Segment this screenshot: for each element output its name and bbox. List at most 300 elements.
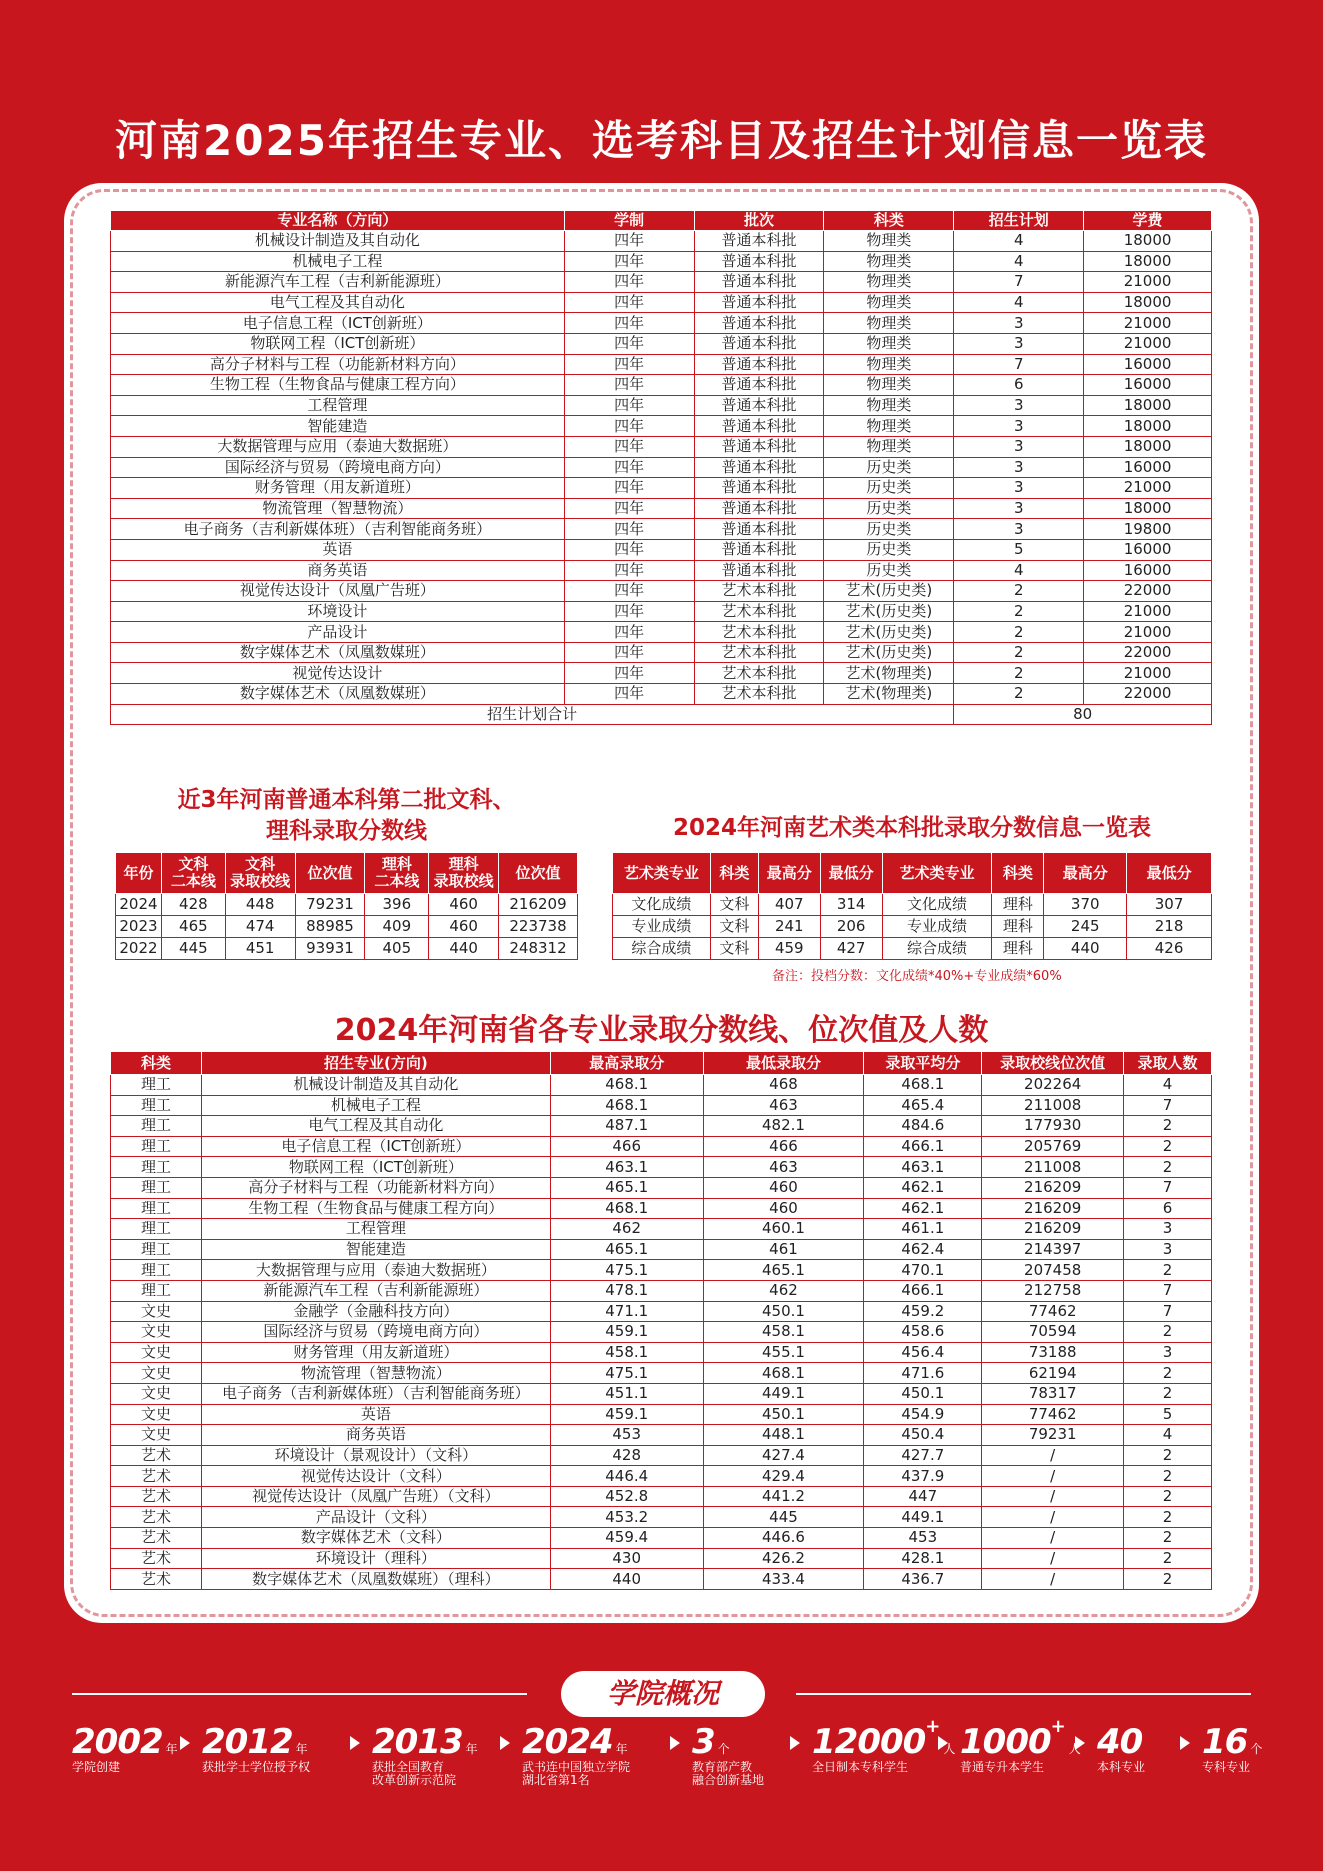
plan-cell: 四年: [564, 519, 694, 540]
plan-total-value: 80: [954, 704, 1212, 725]
art-table: [612, 852, 1212, 960]
plan-cell: 物理类: [824, 333, 954, 354]
scores-title: [115, 785, 578, 847]
major-cell: 468.1: [864, 1075, 982, 1096]
plan-row: [111, 333, 1212, 354]
plan-cell: 艺术本科批: [694, 622, 824, 643]
major-cell: /: [982, 1548, 1124, 1569]
major-row: [111, 1445, 1212, 1466]
stat-number: 40: [1097, 1722, 1143, 1762]
major-cell: 4: [1124, 1425, 1212, 1446]
major-cell: 450.1: [864, 1383, 982, 1404]
major-cell: 205769: [982, 1136, 1124, 1157]
plan-cell: 18000: [1084, 395, 1212, 416]
art-header-row: [613, 853, 1212, 894]
scores-cell: 93931: [295, 938, 365, 960]
major-cell: 455.1: [703, 1342, 864, 1363]
plan-row: [111, 416, 1212, 437]
stat-unit: 人: [1068, 1742, 1081, 1756]
major-cell: 环境设计（景观设计）（文科）: [201, 1445, 550, 1466]
major-cell: 理工: [111, 1280, 202, 1301]
major-cell: 462.4: [864, 1239, 982, 1260]
major-header-cell: 最低录取分: [703, 1052, 864, 1075]
art-cell: 文化成绩: [613, 894, 711, 916]
plan-header-cell: 科类: [824, 211, 954, 231]
major-cell: 环境设计（理科）: [201, 1548, 550, 1569]
plan-cell: 21000: [1084, 663, 1212, 684]
major-cell: 468.1: [550, 1198, 703, 1219]
major-cell: 6: [1124, 1198, 1212, 1219]
major-cell: 大数据管理与应用（泰迪大数据班）: [201, 1260, 550, 1281]
plan-cell: 普通本科批: [694, 416, 824, 437]
plan-cell: 21000: [1084, 272, 1212, 293]
scores-header-cell: 位次值: [499, 853, 578, 894]
plan-cell: 4: [954, 251, 1084, 272]
stat-description: 学院创建: [72, 1760, 121, 1774]
plan-cell: 2: [954, 622, 1084, 643]
major-row: [111, 1548, 1212, 1569]
major-row: [111, 1363, 1212, 1384]
page-title: 河南2025年招生专业、选考科目及招生计划信息一览表: [115, 116, 1208, 165]
plan-cell: 四年: [564, 642, 694, 663]
plan-cell: 艺术(历史类): [824, 581, 954, 602]
major-row: [111, 1528, 1212, 1549]
plan-cell: 普通本科批: [694, 333, 824, 354]
plan-cell: 2: [954, 642, 1084, 663]
art-header-cell: 最低分: [1127, 853, 1212, 894]
plan-cell: 电气工程及其自动化: [111, 292, 565, 313]
plan-cell: 四年: [564, 292, 694, 313]
plan-cell: 21000: [1084, 478, 1212, 499]
stat-description: 改革创新示范院: [372, 1773, 457, 1787]
major-row: [111, 1136, 1212, 1157]
major-cell: 484.6: [864, 1116, 982, 1137]
major-cell: 207458: [982, 1260, 1124, 1281]
scores-cell: 248312: [499, 938, 578, 960]
plan-cell: 四年: [564, 539, 694, 560]
major-cell: 理工: [111, 1075, 202, 1096]
major-cell: 466.1: [864, 1280, 982, 1301]
arrow-right-icon: [670, 1736, 680, 1750]
major-cell: 454.9: [864, 1404, 982, 1425]
stat-plus: +: [925, 1716, 941, 1737]
major-cell: 艺术: [111, 1445, 202, 1466]
major-cell: 450.1: [703, 1301, 864, 1322]
plan-cell: 四年: [564, 416, 694, 437]
plan-cell: 普通本科批: [694, 560, 824, 581]
major-cell: 电子信息工程（ICT创新班）: [201, 1136, 550, 1157]
major-cell: 文史: [111, 1322, 202, 1343]
stat-description: 融合创新基地: [692, 1773, 765, 1787]
major-row: [111, 1177, 1212, 1198]
major-cell: 工程管理: [201, 1219, 550, 1240]
stat-item: [72, 1722, 178, 1775]
major-cell: /: [982, 1466, 1124, 1487]
major-cell: 216209: [982, 1177, 1124, 1198]
major-cell: 177930: [982, 1116, 1124, 1137]
major-row: [111, 1116, 1212, 1137]
art-cell: 440: [1044, 938, 1127, 960]
major-cell: /: [982, 1445, 1124, 1466]
plan-row: [111, 601, 1212, 622]
major-cell: 视觉传达设计（凤凰广告班）（文科）: [201, 1486, 550, 1507]
major-cell: 460.1: [703, 1219, 864, 1240]
major-cell: 466.1: [864, 1136, 982, 1157]
plan-cell: 数字媒体艺术（凤凰数媒班）: [111, 684, 565, 705]
plan-cell: 四年: [564, 581, 694, 602]
major-cell: 2: [1124, 1260, 1212, 1281]
major-cell: 理工: [111, 1116, 202, 1137]
major-cell: 7: [1124, 1095, 1212, 1116]
major-cell: 427.4: [703, 1445, 864, 1466]
plan-cell: 四年: [564, 251, 694, 272]
plan-row: [111, 642, 1212, 663]
plan-cell: 4: [954, 292, 1084, 313]
plan-cell: 产品设计: [111, 622, 565, 643]
stat-description: 教育部产教: [692, 1760, 753, 1774]
major-cell: 艺术: [111, 1466, 202, 1487]
plan-cell: 18000: [1084, 498, 1212, 519]
major-cell: 453: [864, 1528, 982, 1549]
art-cell: 427: [820, 938, 882, 960]
major-cell: 468.1: [703, 1363, 864, 1384]
stat-description: 获批全国教育: [372, 1760, 445, 1774]
plan-row: [111, 436, 1212, 457]
plan-cell: 历史类: [824, 478, 954, 499]
plan-cell: 物理类: [824, 272, 954, 293]
plan-cell: 四年: [564, 313, 694, 334]
plan-cell: 16000: [1084, 539, 1212, 560]
scores-title-line2: 理科录取分数线: [266, 818, 427, 844]
plan-cell: 6: [954, 375, 1084, 396]
major-cell: 465.1: [550, 1239, 703, 1260]
plan-cell: 物理类: [824, 395, 954, 416]
stat-number: 12000: [812, 1722, 926, 1762]
plan-cell: 物理类: [824, 416, 954, 437]
major-cell: 产品设计（文科）: [201, 1507, 550, 1528]
scores-cell: 79231: [295, 894, 365, 916]
major-cell: 482.1: [703, 1116, 864, 1137]
scores-row: [116, 938, 578, 960]
plan-cell: 物流管理（智慧物流）: [111, 498, 565, 519]
plan-cell: 3: [954, 395, 1084, 416]
plan-cell: 四年: [564, 354, 694, 375]
plan-cell: 四年: [564, 272, 694, 293]
major-cell: 460: [703, 1198, 864, 1219]
major-cell: 451.1: [550, 1383, 703, 1404]
major-cell: 447: [864, 1486, 982, 1507]
plan-cell: 3: [954, 498, 1084, 519]
arrow-right-icon: [500, 1736, 510, 1750]
stat-unit: 年: [465, 1742, 478, 1756]
major-cell: 4: [1124, 1075, 1212, 1096]
major-cell: 商务英语: [201, 1425, 550, 1446]
major-cell: 468.1: [550, 1075, 703, 1096]
major-cell: 470.1: [864, 1260, 982, 1281]
major-cell: 62194: [982, 1363, 1124, 1384]
major-row: [111, 1280, 1212, 1301]
art-cell: 407: [758, 894, 820, 916]
stat-number: 16: [1202, 1722, 1248, 1762]
major-cell: 73188: [982, 1342, 1124, 1363]
major-cell: 216209: [982, 1219, 1124, 1240]
plan-cell: 艺术(历史类): [824, 601, 954, 622]
stat-description: 普通专升本学生: [960, 1760, 1045, 1774]
art-header-cell: 艺术类专业: [882, 853, 992, 894]
plan-row: [111, 498, 1212, 519]
major-cell: 理工: [111, 1239, 202, 1260]
plan-row: [111, 272, 1212, 293]
plan-cell: 生物工程（生物食品与健康工程方向）: [111, 375, 565, 396]
plan-cell: 22000: [1084, 581, 1212, 602]
plan-cell: 历史类: [824, 519, 954, 540]
plan-cell: 物理类: [824, 292, 954, 313]
plan-cell: 普通本科批: [694, 539, 824, 560]
plan-cell: 19800: [1084, 519, 1212, 540]
plan-cell: 新能源汽车工程（吉利新能源班）: [111, 272, 565, 293]
major-cell: 468.1: [550, 1095, 703, 1116]
plan-cell: 历史类: [824, 457, 954, 478]
scores-cell: 448: [225, 894, 295, 916]
major-cell: 金融学（金融科技方向）: [201, 1301, 550, 1322]
scores-title-line1: 近3年河南普通本科第二批文科、: [177, 787, 516, 813]
art-title: 2024年河南艺术类本科批录取分数信息一览表: [672, 815, 1151, 841]
major-cell: 文史: [111, 1383, 202, 1404]
plan-cell: 普通本科批: [694, 457, 824, 478]
plan-cell: 18000: [1084, 231, 1212, 252]
scores-body: [116, 894, 578, 960]
major-cell: 理工: [111, 1095, 202, 1116]
stat-description: 专科专业: [1202, 1760, 1251, 1774]
major-cell: /: [982, 1507, 1124, 1528]
art-row: [613, 894, 1212, 916]
stat-number: 2002: [72, 1722, 163, 1762]
major-row: [111, 1239, 1212, 1260]
major-cell: 数字媒体艺术（凤凰数媒班）（理科）: [201, 1569, 550, 1590]
plan-cell: 3: [954, 519, 1084, 540]
major-cell: 459.1: [550, 1404, 703, 1425]
plan-cell: 艺术本科批: [694, 684, 824, 705]
major-cell: 459.2: [864, 1301, 982, 1322]
plan-cell: 四年: [564, 333, 694, 354]
major-cell: 文史: [111, 1363, 202, 1384]
art-cell: 241: [758, 916, 820, 938]
major-cell: 70594: [982, 1322, 1124, 1343]
plan-cell: 物理类: [824, 231, 954, 252]
major-cell: 458.6: [864, 1322, 982, 1343]
major-cell: 428.1: [864, 1548, 982, 1569]
scores-header-cell: 位次值: [295, 853, 365, 894]
major-cell: 449.1: [864, 1507, 982, 1528]
plan-cell: 3: [954, 333, 1084, 354]
major-cell: 436.7: [864, 1569, 982, 1590]
art-row: [613, 916, 1212, 938]
plan-cell: 普通本科批: [694, 292, 824, 313]
major-cell: /: [982, 1528, 1124, 1549]
major-cell: /: [982, 1486, 1124, 1507]
major-cell: 458.1: [550, 1342, 703, 1363]
art-cell: 426: [1127, 938, 1212, 960]
major-table: [110, 1051, 1212, 1590]
stat-description: 武书连中国独立学院: [522, 1760, 631, 1774]
major-cell: 211008: [982, 1157, 1124, 1178]
major-cell: 2: [1124, 1507, 1212, 1528]
plan-header-row: [111, 211, 1212, 231]
art-header-cell: 科类: [710, 853, 758, 894]
scores-cell: 2024: [116, 894, 162, 916]
scores-cell: 465: [161, 916, 225, 938]
major-cell: 文史: [111, 1342, 202, 1363]
stat-item: [692, 1722, 764, 1788]
major-header-cell: 招生专业(方向): [201, 1052, 550, 1075]
plan-cell: 视觉传达设计（凤凰广告班）: [111, 581, 565, 602]
plan-cell: 18000: [1084, 416, 1212, 437]
major-row: [111, 1301, 1212, 1322]
major-cell: 3: [1124, 1239, 1212, 1260]
major-cell: 462.1: [864, 1198, 982, 1219]
plan-cell: 普通本科批: [694, 395, 824, 416]
major-cell: 452.8: [550, 1486, 703, 1507]
art-row: [613, 938, 1212, 960]
major-cell: /: [982, 1569, 1124, 1590]
art-cell: 459: [758, 938, 820, 960]
major-cell: 428: [550, 1445, 703, 1466]
major-cell: 212758: [982, 1280, 1124, 1301]
major-cell: 427.7: [864, 1445, 982, 1466]
stat-unit: 个: [717, 1742, 730, 1756]
stat-unit: 年: [295, 1742, 308, 1756]
plan-cell: 3: [954, 436, 1084, 457]
major-cell: 国际经济与贸易（跨境电商方向）: [201, 1322, 550, 1343]
art-header-cell: 艺术类专业: [613, 853, 711, 894]
major-cell: 77462: [982, 1301, 1124, 1322]
major-cell: 2: [1124, 1445, 1212, 1466]
major-cell: 433.4: [703, 1569, 864, 1590]
major-cell: 462: [550, 1219, 703, 1240]
scores-header-cell: 文科 二本线: [161, 853, 225, 894]
art-cell: 314: [820, 894, 882, 916]
plan-cell: 18000: [1084, 251, 1212, 272]
stat-number: 2024: [522, 1722, 613, 1762]
plan-cell: 机械电子工程: [111, 251, 565, 272]
art-cell: 218: [1127, 916, 1212, 938]
major-cell: 459.4: [550, 1528, 703, 1549]
plan-cell: 艺术(物理类): [824, 663, 954, 684]
art-note: 备注：投档分数：文化成绩*40%+专业成绩*60%: [772, 969, 1062, 984]
plan-cell: 四年: [564, 684, 694, 705]
major-header-cell: 最高录取分: [550, 1052, 703, 1075]
plan-cell: 电子信息工程（ICT创新班）: [111, 313, 565, 334]
arrow-right-icon: [1180, 1736, 1190, 1750]
scores-cell: 445: [161, 938, 225, 960]
stat-item: [960, 1716, 1081, 1775]
plan-cell: 16000: [1084, 457, 1212, 478]
plan-cell: 艺术本科批: [694, 601, 824, 622]
footer-section-label: 学院概况: [561, 1671, 765, 1717]
major-cell: 机械设计制造及其自动化: [201, 1075, 550, 1096]
major-cell: 机械电子工程: [201, 1095, 550, 1116]
plan-cell: 3: [954, 416, 1084, 437]
major-cell: 理工: [111, 1260, 202, 1281]
plan-cell: 16000: [1084, 354, 1212, 375]
major-cell: 463: [703, 1095, 864, 1116]
major-cell: 数字媒体艺术（文科）: [201, 1528, 550, 1549]
stat-description: 全日制本专科学生: [812, 1760, 909, 1774]
major-cell: 453.2: [550, 1507, 703, 1528]
stat-item: [1202, 1722, 1262, 1775]
major-cell: 英语: [201, 1404, 550, 1425]
major-cell: 462: [703, 1280, 864, 1301]
major-cell: 202264: [982, 1075, 1124, 1096]
major-row: [111, 1466, 1212, 1487]
scores-cell: 396: [365, 894, 429, 916]
scores-header-cell: 理科 二本线: [365, 853, 429, 894]
major-title: 2024年河南省各专业录取分数线、位次值及人数: [334, 1013, 989, 1048]
plan-row: [111, 478, 1212, 499]
plan-cell: 财务管理（用友新道班）: [111, 478, 565, 499]
art-cell: 专业成绩: [613, 916, 711, 938]
art-cell: 245: [1044, 916, 1127, 938]
plan-cell: 数字媒体艺术（凤凰数媒班）: [111, 642, 565, 663]
plan-row: [111, 560, 1212, 581]
arrow-right-icon: [1075, 1736, 1085, 1750]
plan-cell: 大数据管理与应用（泰迪大数据班）: [111, 436, 565, 457]
plan-cell: 商务英语: [111, 560, 565, 581]
art-header-cell: 最低分: [820, 853, 882, 894]
stat-item: [812, 1716, 956, 1775]
major-cell: 理工: [111, 1157, 202, 1178]
stat-number: 1000: [960, 1722, 1051, 1762]
plan-cell: 英语: [111, 539, 565, 560]
plan-header-cell: 学费: [1084, 211, 1212, 231]
major-cell: 艺术: [111, 1486, 202, 1507]
scores-cell: 474: [225, 916, 295, 938]
major-cell: 智能建造: [201, 1239, 550, 1260]
major-cell: 461: [703, 1239, 864, 1260]
major-cell: 475.1: [550, 1260, 703, 1281]
major-row: [111, 1383, 1212, 1404]
plan-table: [110, 210, 1212, 725]
arrow-right-icon: [938, 1736, 948, 1750]
scores-cell: 88985: [295, 916, 365, 938]
major-cell: 2: [1124, 1116, 1212, 1137]
major-header-cell: 录取人数: [1124, 1052, 1212, 1075]
major-cell: 2: [1124, 1548, 1212, 1569]
major-cell: 2: [1124, 1322, 1212, 1343]
major-cell: 2: [1124, 1136, 1212, 1157]
scores-row: [116, 894, 578, 916]
plan-cell: 物理类: [824, 375, 954, 396]
major-cell: 78317: [982, 1383, 1124, 1404]
major-cell: 211008: [982, 1095, 1124, 1116]
major-cell: 461.1: [864, 1219, 982, 1240]
scores-cell: 2023: [116, 916, 162, 938]
plan-cell: 22000: [1084, 684, 1212, 705]
plan-cell: 电子商务（吉利新媒体班）（吉利智能商务班）: [111, 519, 565, 540]
plan-cell: 普通本科批: [694, 272, 824, 293]
major-cell: 214397: [982, 1239, 1124, 1260]
scores-header-cell: 年份: [116, 853, 162, 894]
scores-cell: 451: [225, 938, 295, 960]
stat-description: 本科专业: [1097, 1760, 1146, 1774]
scores-cell: 428: [161, 894, 225, 916]
plan-cell: 物理类: [824, 313, 954, 334]
plan-cell: 普通本科批: [694, 498, 824, 519]
art-cell: 206: [820, 916, 882, 938]
major-cell: 新能源汽车工程（吉利新能源班）: [201, 1280, 550, 1301]
plan-header-cell: 专业名称（方向）: [111, 211, 565, 231]
plan-cell: 艺术本科批: [694, 642, 824, 663]
